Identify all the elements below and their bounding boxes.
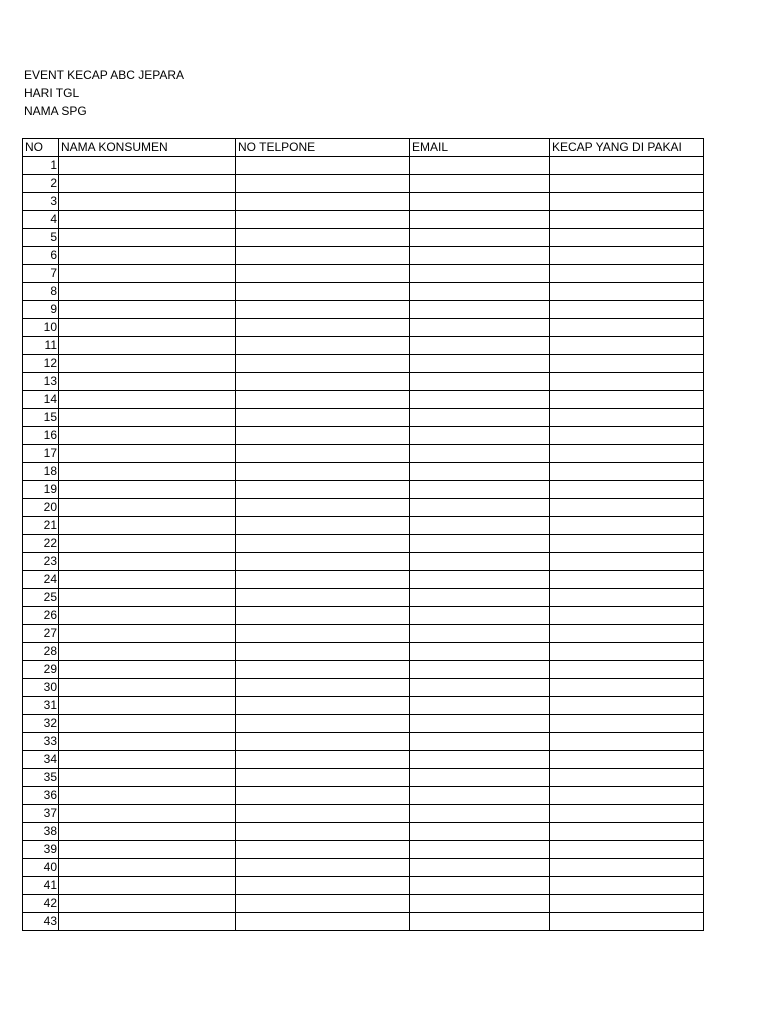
nama-konsumen-cell[interactable] <box>59 697 236 715</box>
no-telpone-cell[interactable] <box>236 643 410 661</box>
no-telpone-cell[interactable] <box>236 607 410 625</box>
nama-konsumen-cell[interactable] <box>59 283 236 301</box>
table-row <box>23 553 704 571</box>
email-cell[interactable] <box>410 877 550 895</box>
email-cell[interactable] <box>410 751 550 769</box>
table-row <box>23 751 704 769</box>
nama-konsumen-cell[interactable] <box>59 391 236 409</box>
no-telpone-cell[interactable] <box>236 247 410 265</box>
no-telpone-cell[interactable] <box>236 895 410 913</box>
kecap-cell[interactable] <box>550 229 704 247</box>
table-row <box>23 283 704 301</box>
nama-konsumen-cell[interactable] <box>59 175 236 193</box>
table-row <box>23 697 704 715</box>
kecap-cell[interactable] <box>550 769 704 787</box>
kecap-cell[interactable] <box>550 355 704 373</box>
kecap-cell[interactable] <box>550 535 704 553</box>
table-row <box>23 877 704 895</box>
no-telpone-cell[interactable] <box>236 355 410 373</box>
row-number-cell: 15 <box>23 409 59 427</box>
no-telpone-cell[interactable] <box>236 589 410 607</box>
no-telpone-cell[interactable] <box>236 391 410 409</box>
email-cell[interactable] <box>410 553 550 571</box>
nama-konsumen-cell[interactable] <box>59 211 236 229</box>
row-number-cell: 18 <box>23 463 59 481</box>
table-header-row <box>23 139 704 157</box>
nama-konsumen-cell[interactable] <box>59 301 236 319</box>
row-number-cell: 28 <box>23 643 59 661</box>
row-number-cell: 42 <box>23 895 59 913</box>
email-cell[interactable] <box>410 841 550 859</box>
kecap-cell[interactable] <box>550 895 704 913</box>
email-cell[interactable] <box>410 625 550 643</box>
kecap-cell[interactable] <box>550 715 704 733</box>
nama-konsumen-cell[interactable] <box>59 661 236 679</box>
no-telpone-cell[interactable] <box>236 283 410 301</box>
no-telpone-cell[interactable] <box>236 625 410 643</box>
kecap-cell[interactable] <box>550 427 704 445</box>
table-row <box>23 409 704 427</box>
table-row <box>23 787 704 805</box>
row-number-cell: 10 <box>23 319 59 337</box>
email-cell[interactable] <box>410 157 550 175</box>
email-cell[interactable] <box>410 391 550 409</box>
column-header-nama-konsumen: NAMA KONSUMEN <box>59 139 236 157</box>
nama-konsumen-cell[interactable] <box>59 445 236 463</box>
table-row <box>23 823 704 841</box>
nama-konsumen-cell[interactable] <box>59 877 236 895</box>
no-telpone-cell[interactable] <box>236 427 410 445</box>
table-row <box>23 661 704 679</box>
nama-konsumen-cell[interactable] <box>59 373 236 391</box>
table-row <box>23 643 704 661</box>
row-number-cell: 43 <box>23 913 59 931</box>
email-cell[interactable] <box>410 463 550 481</box>
no-telpone-cell[interactable] <box>236 481 410 499</box>
table-row <box>23 625 704 643</box>
row-number-cell: 24 <box>23 571 59 589</box>
no-telpone-cell[interactable] <box>236 373 410 391</box>
no-telpone-cell[interactable] <box>236 301 410 319</box>
row-number-cell: 31 <box>23 697 59 715</box>
kecap-cell[interactable] <box>550 841 704 859</box>
no-telpone-cell[interactable] <box>236 445 410 463</box>
no-telpone-cell[interactable] <box>236 157 410 175</box>
nama-konsumen-cell[interactable] <box>59 913 236 931</box>
row-number-cell: 6 <box>23 247 59 265</box>
email-cell[interactable] <box>410 733 550 751</box>
email-cell[interactable] <box>410 697 550 715</box>
table-row <box>23 175 704 193</box>
nama-konsumen-cell[interactable] <box>59 337 236 355</box>
kecap-cell[interactable] <box>550 607 704 625</box>
email-cell[interactable] <box>410 355 550 373</box>
row-number-cell: 25 <box>23 589 59 607</box>
email-cell[interactable] <box>410 643 550 661</box>
kecap-cell[interactable] <box>550 301 704 319</box>
nama-konsumen-cell[interactable] <box>59 157 236 175</box>
table-row <box>23 517 704 535</box>
row-number-cell: 26 <box>23 607 59 625</box>
nama-konsumen-cell[interactable] <box>59 571 236 589</box>
table-row <box>23 247 704 265</box>
table-row <box>23 445 704 463</box>
table-row <box>23 607 704 625</box>
kecap-cell[interactable] <box>550 517 704 535</box>
email-cell[interactable] <box>410 715 550 733</box>
table-row <box>23 589 704 607</box>
kecap-cell[interactable] <box>550 247 704 265</box>
table-row <box>23 805 704 823</box>
no-telpone-cell[interactable] <box>236 715 410 733</box>
kecap-cell[interactable] <box>550 445 704 463</box>
nama-konsumen-cell[interactable] <box>59 715 236 733</box>
table-row <box>23 229 704 247</box>
column-header-no-telpone: NO TELPONE <box>236 139 410 157</box>
row-number-cell: 14 <box>23 391 59 409</box>
table-row <box>23 157 704 175</box>
nama-konsumen-cell[interactable] <box>59 787 236 805</box>
row-number-cell: 35 <box>23 769 59 787</box>
document-header <box>24 66 184 121</box>
nama-konsumen-cell[interactable] <box>59 841 236 859</box>
nama-konsumen-cell[interactable] <box>59 895 236 913</box>
table-row <box>23 769 704 787</box>
kecap-cell[interactable] <box>550 787 704 805</box>
kecap-cell[interactable] <box>550 643 704 661</box>
row-number-cell: 39 <box>23 841 59 859</box>
kecap-cell[interactable] <box>550 175 704 193</box>
email-cell[interactable] <box>410 301 550 319</box>
kecap-cell[interactable] <box>550 589 704 607</box>
row-number-cell: 23 <box>23 553 59 571</box>
no-telpone-cell[interactable] <box>236 571 410 589</box>
kecap-cell[interactable] <box>550 319 704 337</box>
nama-konsumen-cell[interactable] <box>59 553 236 571</box>
table-row <box>23 211 704 229</box>
kecap-cell[interactable] <box>550 751 704 769</box>
table-row <box>23 499 704 517</box>
no-telpone-cell[interactable] <box>236 697 410 715</box>
no-telpone-cell[interactable] <box>236 679 410 697</box>
kecap-cell[interactable] <box>550 391 704 409</box>
date-label: HARI TGL <box>24 86 80 101</box>
kecap-cell[interactable] <box>550 679 704 697</box>
no-telpone-cell[interactable] <box>236 751 410 769</box>
nama-konsumen-cell[interactable] <box>59 751 236 769</box>
email-cell[interactable] <box>410 805 550 823</box>
kecap-cell[interactable] <box>550 481 704 499</box>
kecap-cell[interactable] <box>550 733 704 751</box>
nama-konsumen-cell[interactable] <box>59 589 236 607</box>
kecap-cell[interactable] <box>550 697 704 715</box>
email-cell[interactable] <box>410 427 550 445</box>
no-telpone-cell[interactable] <box>236 841 410 859</box>
kecap-cell[interactable] <box>550 913 704 931</box>
kecap-cell[interactable] <box>550 553 704 571</box>
no-telpone-cell[interactable] <box>236 805 410 823</box>
kecap-cell[interactable] <box>550 805 704 823</box>
email-cell[interactable] <box>410 229 550 247</box>
kecap-cell[interactable] <box>550 625 704 643</box>
email-cell[interactable] <box>410 589 550 607</box>
event-title: EVENT KECAP ABC JEPARA <box>24 68 185 82</box>
row-number-cell: 4 <box>23 211 59 229</box>
row-number-cell: 37 <box>23 805 59 823</box>
row-number-cell: 5 <box>23 229 59 247</box>
kecap-cell[interactable] <box>550 571 704 589</box>
table-row <box>23 571 704 589</box>
nama-konsumen-cell[interactable] <box>59 499 236 517</box>
no-telpone-cell[interactable] <box>236 463 410 481</box>
nama-konsumen-cell[interactable] <box>59 229 236 247</box>
row-number-cell: 8 <box>23 283 59 301</box>
kecap-cell[interactable] <box>550 211 704 229</box>
no-telpone-cell[interactable] <box>236 877 410 895</box>
nama-konsumen-cell[interactable] <box>59 193 236 211</box>
no-telpone-cell[interactable] <box>236 229 410 247</box>
row-number-cell: 7 <box>23 265 59 283</box>
row-number-cell: 40 <box>23 859 59 877</box>
row-number-cell: 3 <box>23 193 59 211</box>
kecap-cell[interactable] <box>550 823 704 841</box>
column-header-kecap: KECAP YANG DI PAKAI <box>550 139 704 157</box>
row-number-cell: 11 <box>23 337 59 355</box>
email-cell[interactable] <box>410 607 550 625</box>
no-telpone-cell[interactable] <box>236 499 410 517</box>
no-telpone-cell[interactable] <box>236 211 410 229</box>
table-row <box>23 733 704 751</box>
nama-konsumen-cell[interactable] <box>59 733 236 751</box>
row-number-cell: 27 <box>23 625 59 643</box>
row-number-cell: 41 <box>23 877 59 895</box>
nama-konsumen-cell[interactable] <box>59 643 236 661</box>
row-number-cell: 20 <box>23 499 59 517</box>
no-telpone-cell[interactable] <box>236 319 410 337</box>
kecap-cell[interactable] <box>550 463 704 481</box>
no-telpone-cell[interactable] <box>236 193 410 211</box>
no-telpone-cell[interactable] <box>236 769 410 787</box>
email-cell[interactable] <box>410 823 550 841</box>
row-number-cell: 9 <box>23 301 59 319</box>
nama-konsumen-cell[interactable] <box>59 805 236 823</box>
kecap-cell[interactable] <box>550 661 704 679</box>
no-telpone-cell[interactable] <box>236 535 410 553</box>
no-telpone-cell[interactable] <box>236 409 410 427</box>
email-cell[interactable] <box>410 661 550 679</box>
spg-name-label: NAMA SPG <box>24 104 87 119</box>
nama-konsumen-cell[interactable] <box>59 481 236 499</box>
row-number-cell: 19 <box>23 481 59 499</box>
row-number-cell: 29 <box>23 661 59 679</box>
row-number-cell: 38 <box>23 823 59 841</box>
nama-konsumen-cell[interactable] <box>59 355 236 373</box>
kecap-cell[interactable] <box>550 265 704 283</box>
row-number-cell: 1 <box>23 157 59 175</box>
table-row <box>23 193 704 211</box>
email-cell[interactable] <box>410 283 550 301</box>
table-row <box>23 895 704 913</box>
email-cell[interactable] <box>410 175 550 193</box>
nama-konsumen-cell[interactable] <box>59 679 236 697</box>
row-number-cell: 30 <box>23 679 59 697</box>
no-telpone-cell[interactable] <box>236 913 410 931</box>
email-cell[interactable] <box>410 211 550 229</box>
email-cell[interactable] <box>410 499 550 517</box>
nama-konsumen-cell[interactable] <box>59 463 236 481</box>
row-number-cell: 36 <box>23 787 59 805</box>
no-telpone-cell[interactable] <box>236 823 410 841</box>
no-telpone-cell[interactable] <box>236 661 410 679</box>
table-body <box>23 157 704 931</box>
consumer-form-table <box>22 138 704 931</box>
nama-konsumen-cell[interactable] <box>59 247 236 265</box>
email-cell[interactable] <box>410 409 550 427</box>
nama-konsumen-cell[interactable] <box>59 319 236 337</box>
kecap-cell[interactable] <box>550 283 704 301</box>
table-row <box>23 841 704 859</box>
table-row <box>23 391 704 409</box>
row-number-cell: 33 <box>23 733 59 751</box>
email-cell[interactable] <box>410 571 550 589</box>
row-number-cell: 21 <box>23 517 59 535</box>
email-cell[interactable] <box>410 193 550 211</box>
email-cell[interactable] <box>410 265 550 283</box>
nama-konsumen-cell[interactable] <box>59 409 236 427</box>
row-number-cell: 12 <box>23 355 59 373</box>
table-row <box>23 265 704 283</box>
row-number-cell: 16 <box>23 427 59 445</box>
row-number-cell: 32 <box>23 715 59 733</box>
email-cell[interactable] <box>410 859 550 877</box>
nama-konsumen-cell[interactable] <box>59 607 236 625</box>
table-row <box>23 859 704 877</box>
row-number-cell: 34 <box>23 751 59 769</box>
no-telpone-cell[interactable] <box>236 265 410 283</box>
table-row <box>23 679 704 697</box>
kecap-cell[interactable] <box>550 373 704 391</box>
email-cell[interactable] <box>410 247 550 265</box>
table-row <box>23 319 704 337</box>
kecap-cell[interactable] <box>550 193 704 211</box>
table-row <box>23 481 704 499</box>
email-cell[interactable] <box>410 535 550 553</box>
table-row <box>23 355 704 373</box>
email-cell[interactable] <box>410 517 550 535</box>
email-cell[interactable] <box>410 337 550 355</box>
kecap-cell[interactable] <box>550 859 704 877</box>
no-telpone-cell[interactable] <box>236 787 410 805</box>
table-row <box>23 373 704 391</box>
nama-konsumen-cell[interactable] <box>59 823 236 841</box>
row-number-cell: 17 <box>23 445 59 463</box>
email-cell[interactable] <box>410 895 550 913</box>
nama-konsumen-cell[interactable] <box>59 769 236 787</box>
no-telpone-cell[interactable] <box>236 553 410 571</box>
table-row <box>23 427 704 445</box>
table-row <box>23 301 704 319</box>
row-number-cell: 13 <box>23 373 59 391</box>
nama-konsumen-cell[interactable] <box>59 517 236 535</box>
email-cell[interactable] <box>410 445 550 463</box>
kecap-cell[interactable] <box>550 499 704 517</box>
nama-konsumen-cell[interactable] <box>59 427 236 445</box>
nama-konsumen-cell[interactable] <box>59 535 236 553</box>
kecap-cell[interactable] <box>550 409 704 427</box>
nama-konsumen-cell[interactable] <box>59 859 236 877</box>
column-header-no: NO <box>23 139 59 157</box>
email-cell[interactable] <box>410 373 550 391</box>
no-telpone-cell[interactable] <box>236 175 410 193</box>
no-telpone-cell[interactable] <box>236 859 410 877</box>
table-row <box>23 337 704 355</box>
table-row <box>23 913 704 931</box>
no-telpone-cell[interactable] <box>236 733 410 751</box>
email-cell[interactable] <box>410 769 550 787</box>
no-telpone-cell[interactable] <box>236 517 410 535</box>
table-row <box>23 535 704 553</box>
column-header-email: EMAIL <box>410 139 550 157</box>
no-telpone-cell[interactable] <box>236 337 410 355</box>
kecap-cell[interactable] <box>550 337 704 355</box>
row-number-cell: 2 <box>23 175 59 193</box>
email-cell[interactable] <box>410 319 550 337</box>
email-cell[interactable] <box>410 913 550 931</box>
email-cell[interactable] <box>410 481 550 499</box>
nama-konsumen-cell[interactable] <box>59 265 236 283</box>
kecap-cell[interactable] <box>550 877 704 895</box>
table-row <box>23 715 704 733</box>
email-cell[interactable] <box>410 679 550 697</box>
kecap-cell[interactable] <box>550 157 704 175</box>
table-row <box>23 463 704 481</box>
nama-konsumen-cell[interactable] <box>59 625 236 643</box>
email-cell[interactable] <box>410 787 550 805</box>
row-number-cell: 22 <box>23 535 59 553</box>
